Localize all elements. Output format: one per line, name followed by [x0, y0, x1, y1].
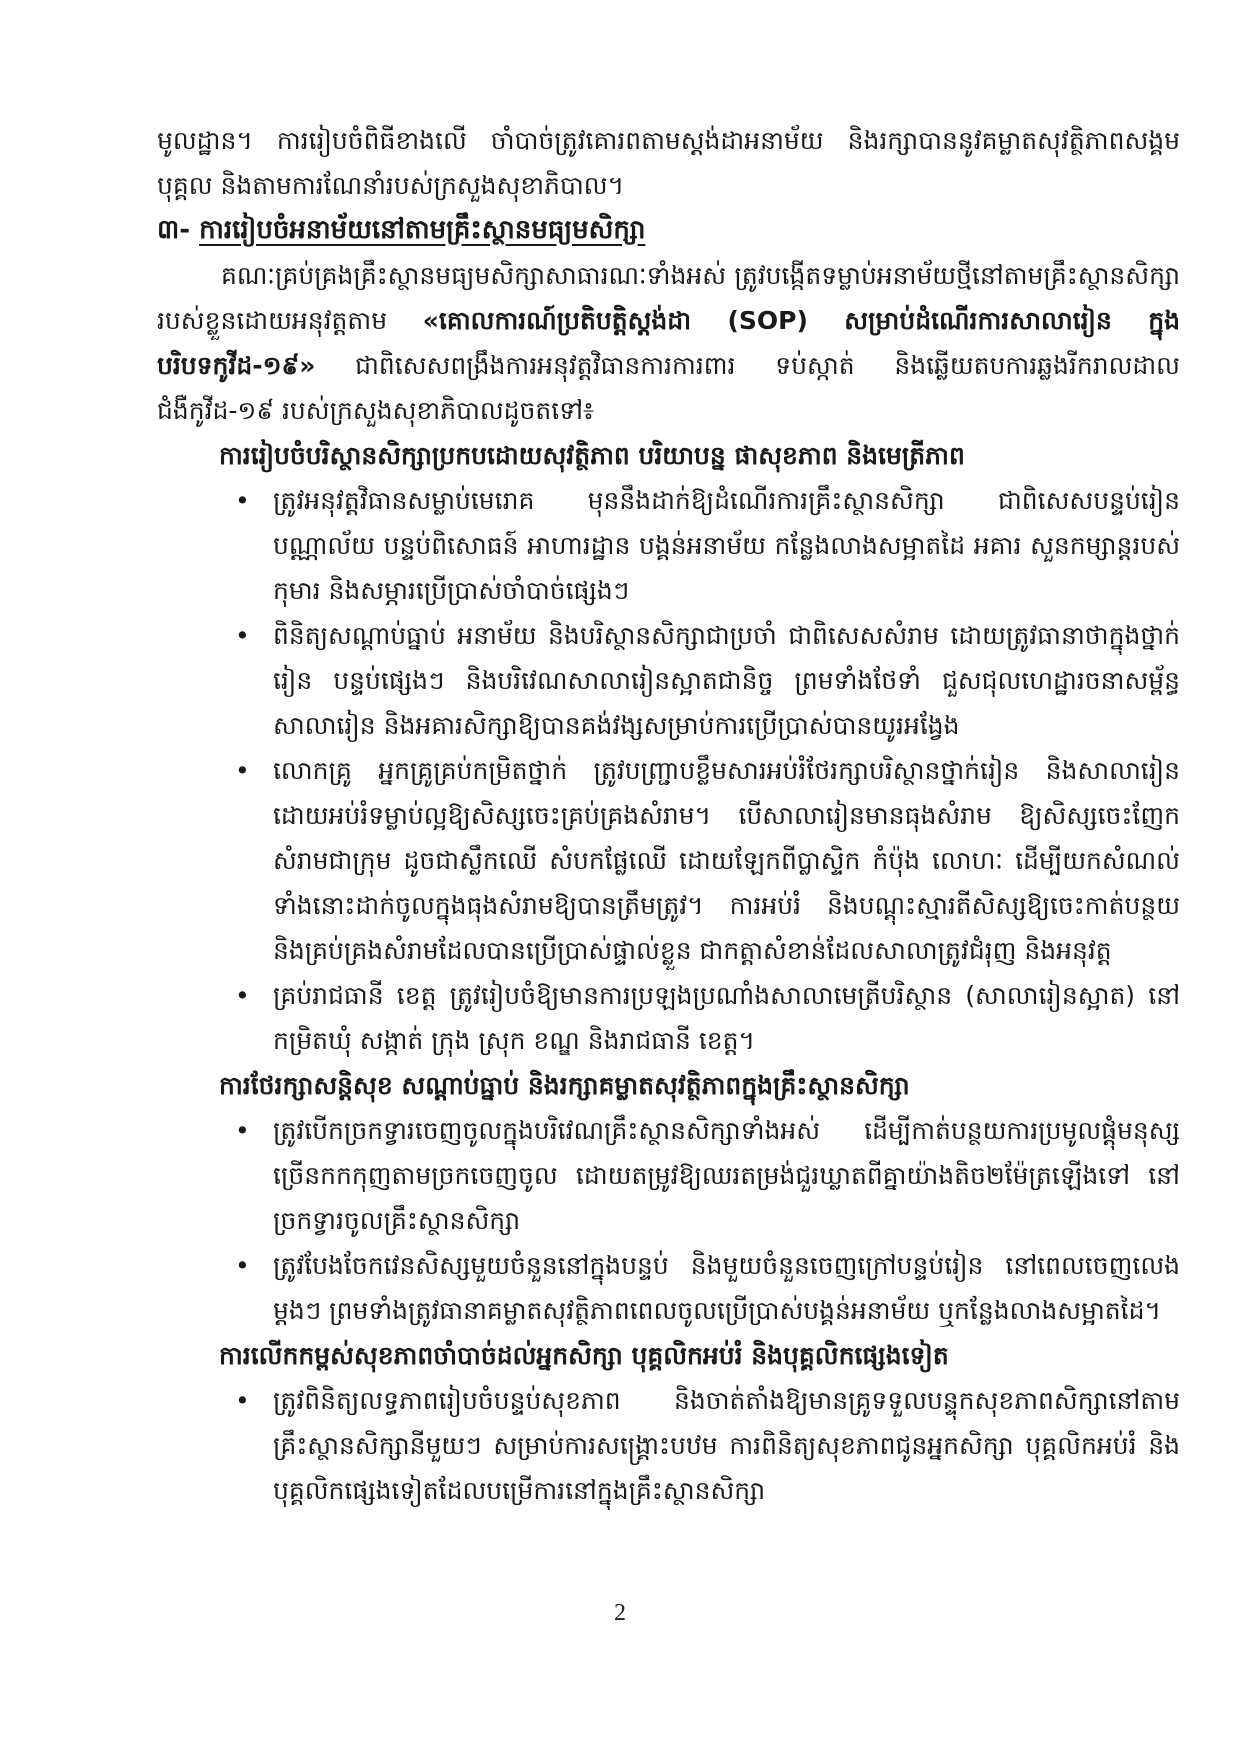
- bullet-dot-icon: •: [235, 486, 250, 515]
- list-item: • ពិនិត្យសណ្តាប់ធ្នាប់ អនាម័យ និងបរិស្ថានសិក្សាជាប្រចាំ ជាពិសេសសំរាម ដោយត្រូវធានាថាក្នុងថ្នាក់រៀន បន្ទប់ផ្សេងៗ និងបរិវេណសាលារៀនស្អាតជានិច្ច ព្រមទាំងថែទាំ ជួសជុលហេដ្ឋារចនាសម្ព័ន្ធសាលារៀន និងអគារសិក្សាឱ្យបានគង់វង្សសម្រាប់ការប្រើប្រាស់បានយូរអង្វែង: [273, 613, 1180, 748]
- bullet-dot-icon: •: [235, 1116, 250, 1145]
- list-item: • ត្រូវបែងចែកវេនសិស្សមួយចំនួននៅក្នុងបន្ទប់ និងមួយចំនួនចេញក្រៅបន្ទប់រៀន នៅពេលចេញលេងម្តងៗ ព្រមទាំងត្រូវធានាគម្លាតសុវត្ថិភាពពេលចូលប្រើប្រាស់បង្គន់អនាម័យ ឬកន្លែងលាងសម្អាតដៃ។: [273, 1243, 1180, 1333]
- intro-paragraph: មូលដ្ឋាន។ ការរៀបចំពិធីខាងលើ ចាំបាច់ត្រូវគោរពតាមស្តង់ដាអនាម័យ និងរក្សាបាននូវគម្លាតសុវត្ថិភាពសង្គម បុគ្គល និងតាមការណែនាំរបស់ក្រសួងសុខាភិបាល។: [157, 126, 1180, 200]
- section-number: ៣-: [157, 215, 191, 245]
- section-paragraph-part2: ជាពិសេសពង្រឹងការអនុវត្តវិធានការការពារ ទប់ស្កាត់ និងឆ្លើយតបការឆ្លងរីករាលដាលជំងឺកូវីដ-១៩ របស់ក្រសួងសុខាភិបាលដូចតទៅ៖: [157, 351, 1180, 425]
- section-paragraph: [157, 253, 1180, 433]
- list-item: • លោកគ្រូ អ្នកគ្រូគ្រប់កម្រិតថ្នាក់ ត្រូវបញ្ជ្រាបខ្លឹមសារអប់រំថែរក្សាបរិស្ថានថ្នាក់រៀន និងសាលារៀន ដោយអប់រំទម្លាប់ល្អឱ្យសិស្សចេះគ្រប់គ្រងសំរាម។ បើសាលារៀនមានធុងសំរាម ឱ្យសិស្សចេះញែកសំរាមជាក្រុម ដូចជាស្លឹកឈើ សំបកផ្លែឈើ ដោយឡែកពីប្លាស្ទិក កំប៉ុង លោហៈ ដើម្បីយកសំណល់ទាំងនោះដាក់ចូលក្នុងធុងសំរាមឱ្យបានត្រឹមត្រូវ។ ការអប់រំ និងបណ្តុះស្មារតីសិស្សឱ្យចេះកាត់បន្ថយ និងគ្រប់គ្រងសំរាមដែលបានប្រើប្រាស់ផ្ទាល់ខ្លួន ជាកត្តាសំខាន់ដែលសាលាត្រូវជំរុញ និងអនុវត្ត: [273, 748, 1180, 973]
- subheading-health-promotion: ការលើកកម្ពស់សុខភាពចាំបាច់ដល់អ្នកសិក្សា បុគ្គលិកអប់រំ និងបុគ្គលិកផ្សេងទៀត: [219, 1341, 949, 1370]
- page-content: [157, 118, 1180, 1513]
- sop-reference: «គោលការណ៍ប្រតិបត្តិស្តង់ដា (SOP) សម្រាប់ដំណើរការសាលារៀន ក្នុងបរិបទកូវីដ-១៩»: [157, 306, 1180, 380]
- section-paragraph-part1: គណៈគ្រប់គ្រងគ្រឹះស្ថានមធ្យមសិក្សាសាធារណៈទាំងអស់ ត្រូវបង្កើតទម្លាប់អនាម័យថ្មីនៅតាមគ្រឹះស្ថានសិក្សារបស់ខ្លួនដោយអនុវត្តតាម: [157, 261, 1180, 335]
- bullet-list-security-distancing: [157, 1108, 1180, 1333]
- list-item: • ត្រូវអនុវត្តវិធានសម្លាប់មេរោគ មុននឹងដាក់ឱ្យដំណើរការគ្រឹះស្ថានសិក្សា ជាពិសេសបន្ទប់រៀន បណ្ណាល័យ បន្ទប់ពិសោធន៍ អាហារដ្ឋាន បង្គន់អនាម័យ កន្លែងលាងសម្អាតដៃ អគារ សួនកម្សាន្តរបស់កុមារ និងសម្ភារប្រើប្រាស់ចាំបាច់ផ្សេងៗ: [273, 478, 1180, 613]
- subheading-safe-environment: ការរៀបចំបរិស្ថានសិក្សាប្រកបដោយសុវត្ថិភាព បរិយាបន្ន ផាសុខភាព និងមេត្រីភាព: [219, 441, 965, 470]
- list-item: • ត្រូវពិនិត្យលទ្ធភាពរៀបចំបន្ទប់សុខភាព និងចាត់តាំងឱ្យមានគ្រូទទួលបន្ទុកសុខភាពសិក្សានៅតាមគ្រឹះស្ថានសិក្សានីមួយៗ សម្រាប់ការសង្គ្រោះបឋម ការពិនិត្យសុខភាពជូនអ្នកសិក្សា បុគ្គលិកអប់រំ និងបុគ្គលិកផ្សេងទៀតដែលបម្រើការនៅក្នុងគ្រឹះស្ថានសិក្សា: [273, 1378, 1180, 1513]
- bullet-list-health-promotion: [157, 1378, 1180, 1513]
- bullet-dot-icon: •: [235, 981, 250, 1010]
- bullet-dot-icon: •: [235, 621, 250, 650]
- list-item: • គ្រប់រាជធានី ខេត្ត ត្រូវរៀបចំឱ្យមានការប្រឡងប្រណាំងសាលាមេត្រីបរិស្ថាន (សាលារៀនស្អាត) នៅកម្រិតឃុំ សង្កាត់ ក្រុង ស្រុក ខណ្ឌ និងរាជធានី ខេត្ត។: [273, 973, 1180, 1063]
- bullet-dot-icon: •: [235, 756, 250, 785]
- bullet-dot-icon: •: [235, 1251, 250, 1280]
- section-title: ការរៀបចំអនាម័យនៅតាមគ្រឹះស្ថានមធ្យមសិក្សា: [199, 215, 646, 245]
- page-number: 2: [614, 1600, 626, 1626]
- bullet-dot-icon: •: [235, 1386, 250, 1415]
- subheading-security-distancing: ការថែរក្សាសន្តិសុខ សណ្តាប់ធ្នាប់ និងរក្សាគម្លាតសុវត្ថិភាពក្នុងគ្រឹះស្ថានសិក្សា: [219, 1071, 910, 1100]
- section-heading: [157, 208, 1180, 253]
- list-item: • ត្រូវបើកច្រកទ្វារចេញចូលក្នុងបរិវេណគ្រឹះស្ថានសិក្សាទាំងអស់ ដើម្បីកាត់បន្ថយការប្រមូលផ្តុំមនុស្សច្រើនកកកុញតាមច្រកចេញចូល ដោយតម្រូវឱ្យឈរតម្រង់ជួរឃ្លាតពីគ្នាយ៉ាងតិច២ម៉ែត្រឡើងទៅ នៅច្រកទ្វារចូលគ្រឹះស្ថានសិក្សា: [273, 1108, 1180, 1243]
- bullet-list-safe-environment: [157, 478, 1180, 1063]
